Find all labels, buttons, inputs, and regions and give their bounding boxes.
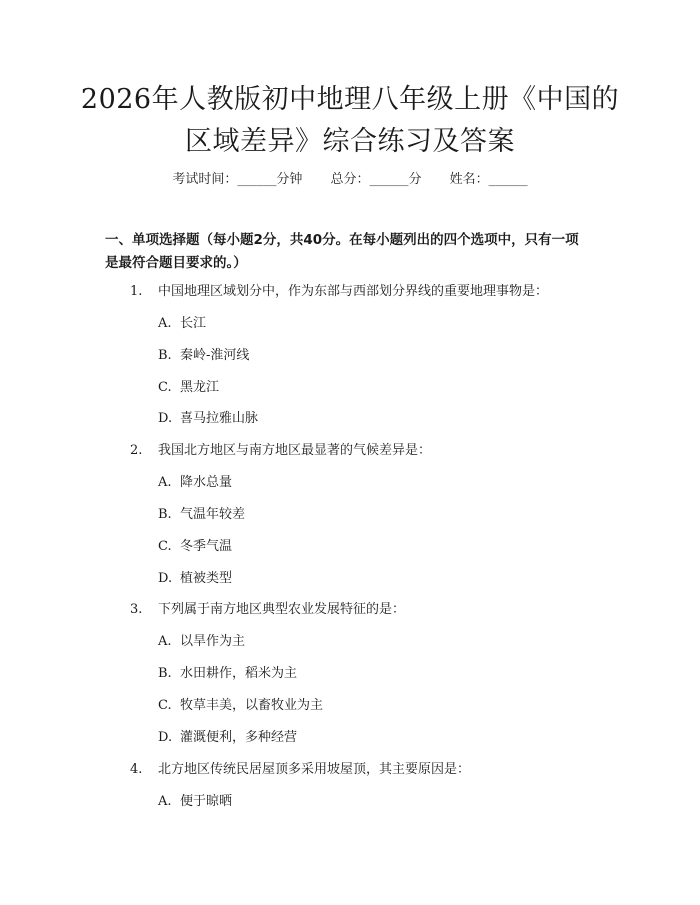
question-3-option-a [158, 632, 245, 652]
question-2-option-d [158, 569, 232, 589]
option-text: 长江 [180, 316, 207, 331]
question-1-option-a [158, 314, 206, 334]
option-letter: B. [158, 507, 172, 522]
document-title-line-1: 2026年人教版初中地理八年级上册《中国的 [80, 84, 620, 115]
question-3-option-b [158, 664, 297, 684]
section-heading-line-2: 是最符合题目要求的。） [105, 255, 247, 271]
question-3 [130, 600, 405, 620]
question-number: 4. [130, 762, 143, 777]
question-3-option-d [158, 728, 297, 748]
question-4 [130, 760, 470, 780]
option-letter: D. [158, 411, 173, 426]
question-1 [130, 282, 548, 302]
question-text: 北方地区传统民居屋顶多采用坡屋顶，其主要原因是： [158, 762, 471, 777]
question-2-option-b [158, 505, 245, 525]
question-text: 我国北方地区与南方地区最显著的气候差异是： [158, 443, 432, 458]
option-text: 牧草丰美，以畜牧业为主 [180, 698, 324, 713]
option-text: 气温年较差 [180, 507, 246, 522]
option-letter: A. [158, 475, 172, 490]
question-4-option-a [158, 792, 232, 812]
option-text: 秦岭-淮河线 [180, 348, 250, 363]
option-text: 植被类型 [180, 571, 233, 586]
option-letter: C. [158, 698, 172, 713]
question-text: 下列属于南方地区典型农业发展特征的是： [158, 602, 406, 617]
option-letter: A. [158, 634, 172, 649]
option-text: 便于晾晒 [180, 794, 233, 809]
question-2-option-a [158, 473, 232, 493]
option-letter: C. [158, 539, 172, 554]
option-letter: A. [158, 794, 172, 809]
question-3-option-c [158, 696, 323, 716]
option-text: 以旱作为主 [180, 634, 246, 649]
option-text: 水田耕作，稻米为主 [180, 666, 298, 681]
question-1-option-b [158, 346, 249, 366]
question-number: 3. [130, 602, 143, 617]
exam-time: 考试时间：______分钟 [172, 172, 303, 187]
option-letter: D. [158, 571, 173, 586]
option-text: 喜马拉雅山脉 [180, 411, 259, 426]
question-number: 1. [130, 284, 143, 299]
question-2 [130, 441, 431, 461]
document-title-line-2: 区域差异》综合练习及答案 [185, 126, 515, 157]
option-letter: B. [158, 666, 172, 681]
question-2-option-c [158, 537, 232, 557]
option-text: 黑龙江 [180, 380, 220, 395]
option-letter: C. [158, 380, 172, 395]
option-letter: B. [158, 348, 172, 363]
option-letter: D. [158, 730, 173, 745]
question-1-option-c [158, 378, 219, 398]
option-text: 冬季气温 [180, 539, 233, 554]
section-heading-line-1: 一、单项选择题（每小题2分，共40分。在每小题列出的四个选项中，只有一项 [105, 232, 579, 248]
exam-score: 总分：______分 [330, 172, 422, 187]
question-text: 中国地理区域划分中，作为东部与西部划分界线的重要地理事物是： [158, 284, 549, 299]
option-text: 灌溉便利，多种经营 [180, 730, 298, 745]
exam-name: 姓名：______ [449, 172, 528, 187]
option-letter: A. [158, 316, 172, 331]
option-text: 降水总量 [180, 475, 233, 490]
question-number: 2. [130, 443, 143, 458]
exam-info [0, 168, 700, 187]
question-1-option-d [158, 409, 258, 429]
